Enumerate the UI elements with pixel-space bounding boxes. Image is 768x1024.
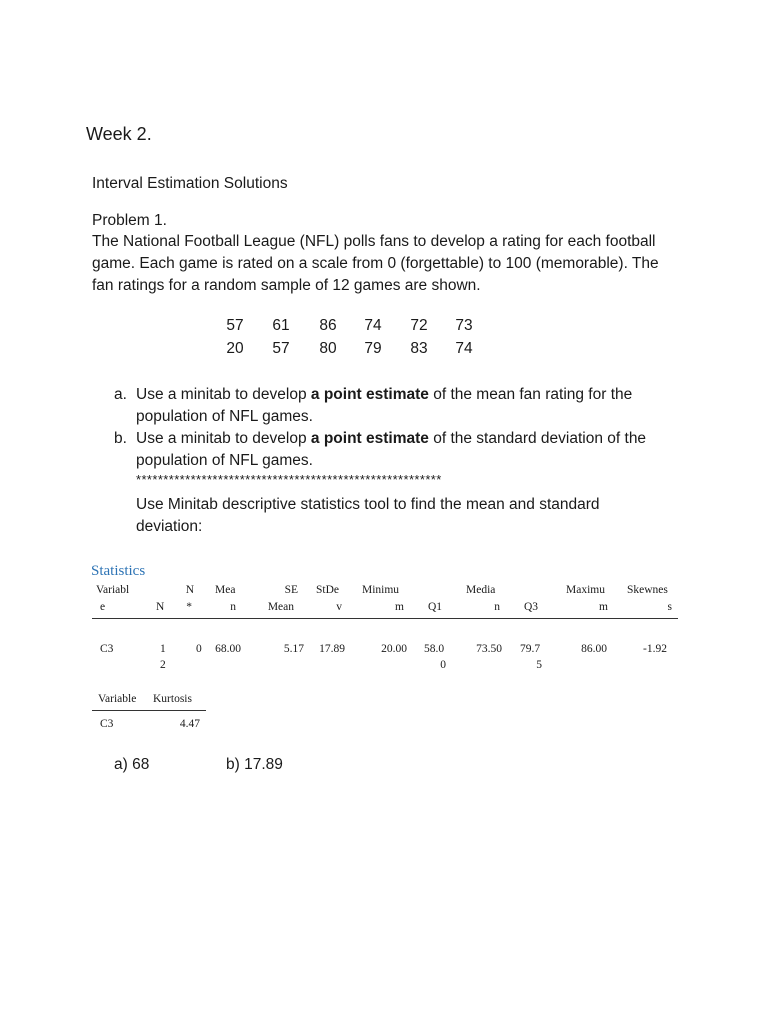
- data-cell: 79: [364, 340, 382, 357]
- header-variable: e: [100, 601, 106, 613]
- header-minimum: Minimu: [362, 584, 400, 596]
- question-letter: a.: [114, 386, 127, 403]
- header-se-mean: SE: [284, 584, 298, 596]
- cell-q1: 0: [440, 659, 446, 671]
- instruction-line: Use Minitab descriptive statistics tool to find the mean and standard: [136, 496, 600, 513]
- data-cell: 61: [272, 317, 290, 334]
- question-text: of the standard deviation of the: [428, 430, 647, 447]
- kurtosis-header-variable: Variable: [98, 693, 137, 705]
- cell-minimum: 20.00: [381, 643, 407, 655]
- data-cell: 57: [226, 317, 244, 334]
- intro-line: game. Each game is rated on a scale from 0 (forgettable) to 100 (memorable). The: [92, 255, 659, 272]
- header-median: n: [494, 601, 500, 613]
- cell-q1: 58.0: [424, 643, 445, 655]
- intro-line: fan ratings for a random sample of 12 games are shown.: [92, 277, 481, 294]
- question-text: population of NFL games.: [136, 408, 313, 425]
- cell-n: 1: [160, 643, 166, 655]
- header-n-star: *: [186, 601, 192, 613]
- cell-maximum: 86.00: [581, 643, 607, 655]
- header-stdev: StDe: [316, 584, 339, 596]
- header-n: N: [156, 601, 165, 613]
- kurtosis-cell-variable: C3: [100, 718, 114, 730]
- instruction-line: deviation:: [136, 518, 203, 535]
- question-text: population of NFL games.: [136, 452, 313, 469]
- cell-se-mean: 5.17: [283, 643, 304, 655]
- cell-n-star: 0: [196, 643, 202, 655]
- table-header-rule: [92, 618, 678, 619]
- question-emphasis: a point estimate: [310, 430, 429, 447]
- statistics-title: Statistics: [91, 563, 146, 579]
- data-cell: 86: [319, 317, 337, 334]
- week-title: Week 2.: [86, 124, 152, 144]
- header-stdev: v: [336, 601, 342, 613]
- header-se-mean: Mean: [267, 601, 294, 613]
- cell-variable: C3: [100, 643, 114, 655]
- header-skewness: Skewnes: [627, 584, 668, 596]
- header-minimum: m: [395, 601, 404, 613]
- header-mean: Mea: [215, 584, 236, 596]
- question-text: Use a minitab to develop: [136, 386, 311, 403]
- kurtosis-cell-value: 4.47: [179, 718, 200, 730]
- instruction: [136, 494, 600, 538]
- cell-n: 2: [160, 659, 166, 671]
- question-emphasis: a point estimate: [310, 386, 429, 403]
- question-letter: b.: [114, 430, 127, 447]
- header-maximum: Maximu: [566, 584, 605, 596]
- data-cell: 74: [455, 340, 473, 357]
- header-skewness: s: [667, 601, 672, 613]
- cell-stdev: 17.89: [319, 643, 345, 655]
- separator-line: ********************************************************: [136, 472, 442, 487]
- header-n-star: N: [185, 584, 194, 596]
- data-cell: 20: [226, 340, 244, 357]
- data-cell: 73: [455, 317, 473, 334]
- cell-q3: 5: [536, 659, 542, 671]
- cell-skewness: -1.92: [643, 643, 667, 655]
- header-maximum: m: [599, 601, 608, 613]
- header-q1: Q1: [428, 601, 443, 613]
- header-median: Media: [466, 584, 496, 596]
- data-cell: 57: [272, 340, 290, 357]
- cell-mean: 68.00: [215, 643, 241, 655]
- header-variable: Variabl: [96, 584, 130, 596]
- data-cell: 83: [410, 340, 428, 357]
- question-text: of the mean fan rating for the: [428, 386, 633, 403]
- kurtosis-header-kurtosis: Kurtosis: [153, 693, 192, 705]
- data-cell: 74: [364, 317, 382, 334]
- problem-heading: Problem 1.: [92, 212, 167, 229]
- answer-b: b) 17.89: [226, 756, 283, 773]
- data-cell: 72: [410, 317, 428, 334]
- cell-median: 73.50: [476, 643, 502, 655]
- question-text: Use a minitab to develop: [136, 430, 311, 447]
- cell-q3: 79.7: [520, 643, 541, 655]
- intro-line: The National Football League (NFL) polls fans to develop a rating for each football: [92, 233, 656, 250]
- problem-intro: [92, 231, 692, 297]
- header-q3: Q3: [524, 601, 539, 613]
- header-mean: n: [230, 601, 236, 613]
- answer-a: a) 68: [114, 756, 150, 773]
- kurtosis-header-rule: [92, 710, 206, 711]
- data-cell: 80: [319, 340, 337, 357]
- section-subtitle: Interval Estimation Solutions: [92, 175, 288, 192]
